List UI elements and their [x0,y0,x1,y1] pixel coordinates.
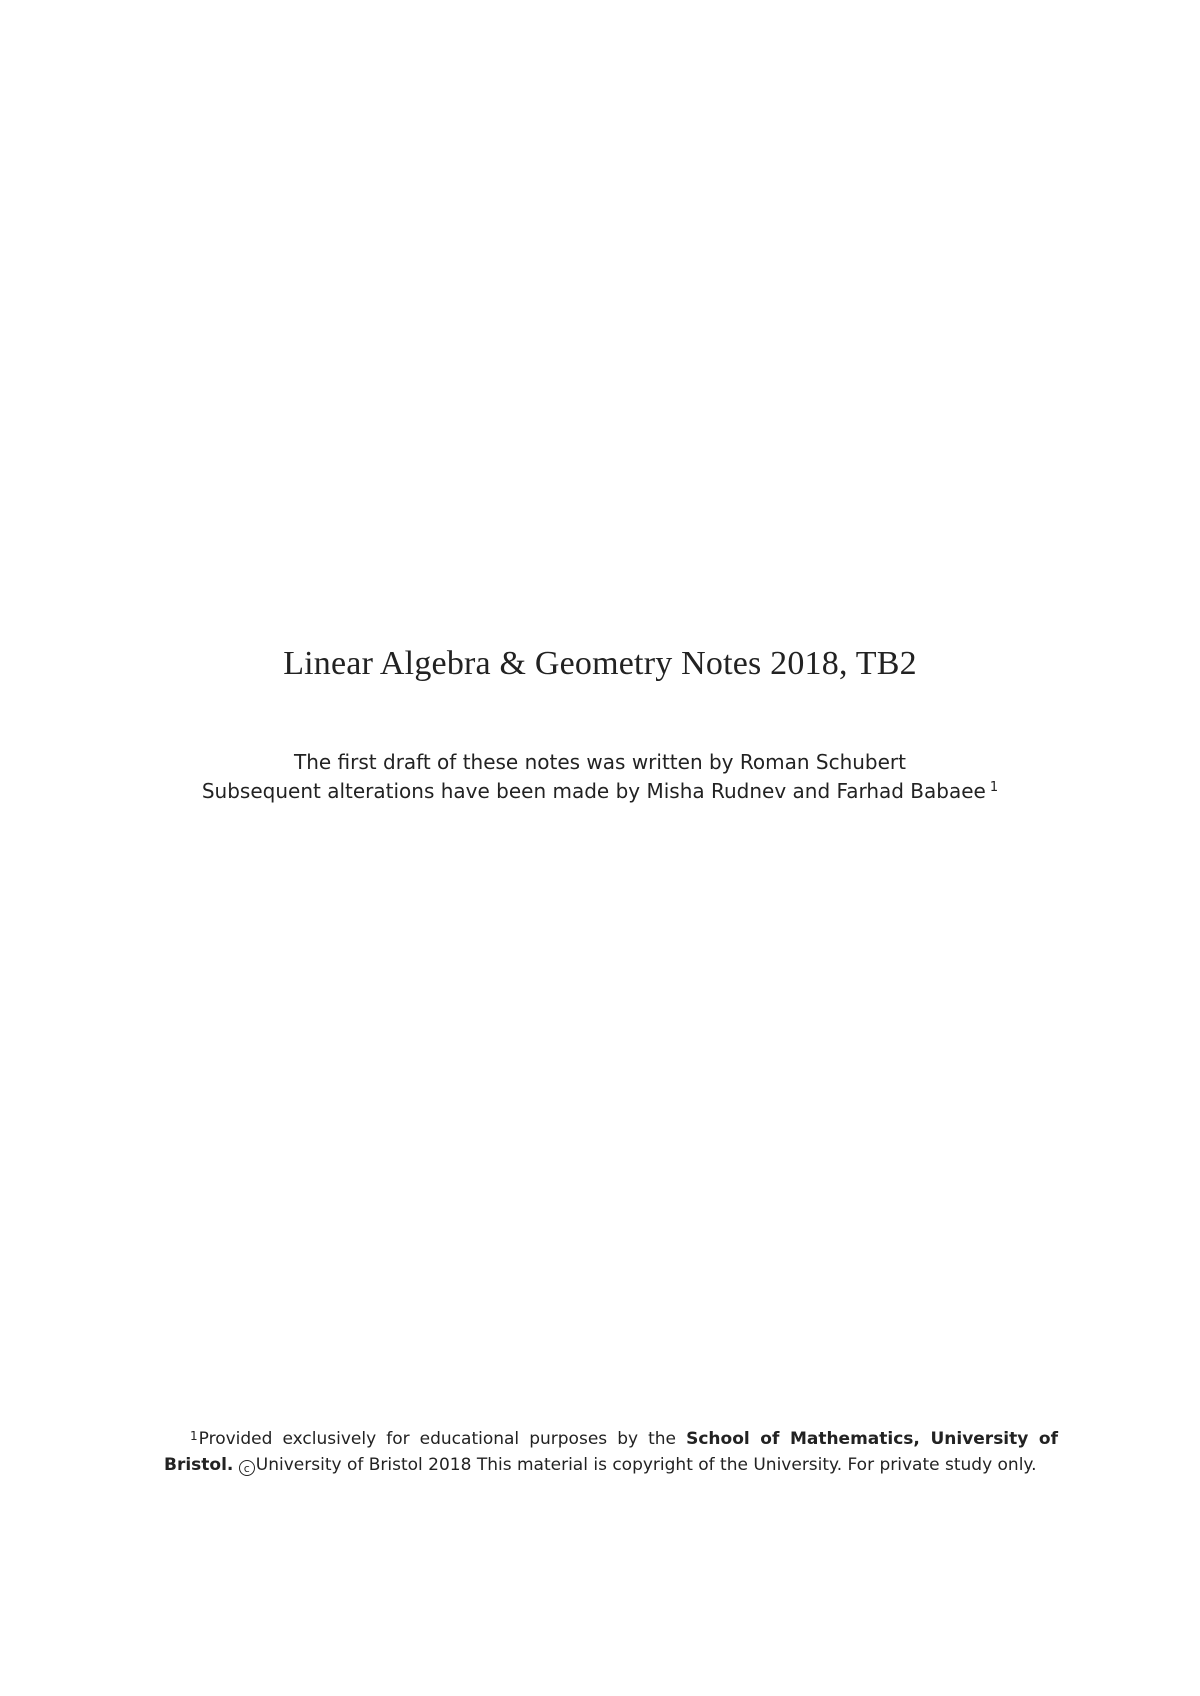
footnote [164,1426,1058,1478]
credits-line-first-draft: The first draft of these notes was written by Roman Schubert [294,750,906,774]
credits-block [0,748,1200,806]
credits-line-alterations-text: Subsequent alterations have been made by Misha Rudnev and Farhad Babaee [201,779,986,803]
footnote-text-intro: Provided exclusively for educational purposes by the [198,1429,687,1449]
footnote-institution: School of Mathematics, University of Bristol. [164,1429,1058,1475]
credits-line-alterations [0,777,1200,806]
footnote-text-copyright: University of Bristol 2018 This material is copyright of the University. For private study only. [255,1455,1037,1475]
footnote-mark: 1 [190,1429,198,1443]
document-title: Linear Algebra & Geometry Notes 2018, TB2 [283,645,917,682]
footnote-reference-mark: 1 [989,780,999,795]
copyright-icon: c [239,1460,255,1476]
